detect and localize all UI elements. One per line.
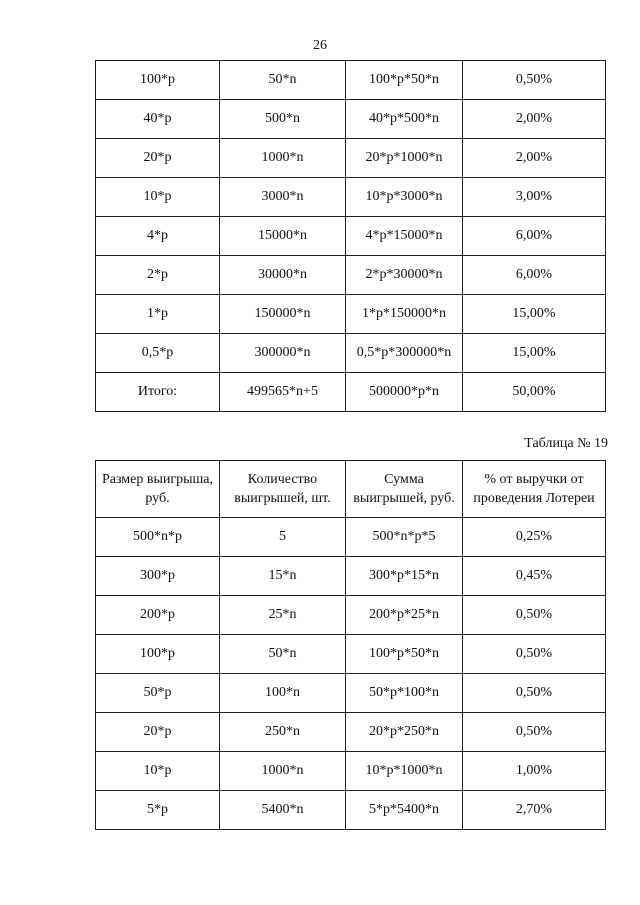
prize-count-cell: 500*n (220, 100, 346, 139)
prize-count-cell: 1000*n (220, 139, 346, 178)
prize-sum-cell: 2*р*30000*n (346, 256, 463, 295)
prize-count-cell: 499565*n+5 (220, 373, 346, 412)
prize-sum-cell: 20*р*250*n (346, 713, 463, 752)
table-row (96, 557, 606, 596)
prize-size-cell: 5*р (96, 791, 220, 830)
prize-sum-cell: 100*р*50*n (346, 61, 463, 100)
prize-count-cell: 15000*n (220, 217, 346, 256)
table-row (96, 139, 606, 178)
table-row (96, 373, 606, 412)
revenue-percent-cell: 1,00% (463, 752, 606, 791)
prize-sum-cell: 5*р*5400*n (346, 791, 463, 830)
revenue-percent-cell: 15,00% (463, 334, 606, 373)
prize-count-cell: 50*n (220, 61, 346, 100)
prize-sum-cell: 0,5*р*300000*n (346, 334, 463, 373)
table-row (96, 295, 606, 334)
prize-count-cell: 250*n (220, 713, 346, 752)
prize-sum-cell: 50*р*100*n (346, 674, 463, 713)
prize-size-cell: 20*р (96, 713, 220, 752)
prize-sum-cell: 500*n*р*5 (346, 518, 463, 557)
prize-count-cell: 5 (220, 518, 346, 557)
revenue-percent-cell: 0,50% (463, 674, 606, 713)
prize-size-cell: 500*n*р (96, 518, 220, 557)
prize-size-cell: 50*р (96, 674, 220, 713)
table-row (96, 635, 606, 674)
prize-sum-cell: 20*р*1000*n (346, 139, 463, 178)
table-row (96, 674, 606, 713)
prize-sum-cell: 40*р*500*n (346, 100, 463, 139)
prize-size-cell: 0,5*р (96, 334, 220, 373)
table-row (96, 256, 606, 295)
revenue-percent-cell: 0,50% (463, 713, 606, 752)
table-header-row (96, 461, 606, 518)
header-prize-sum: Сумма выигрышей, руб. (346, 461, 463, 518)
prize-size-cell: 300*р (96, 557, 220, 596)
table-caption: Таблица № 19 (524, 436, 608, 451)
prize-count-cell: 50*n (220, 635, 346, 674)
prize-size-cell: Итого: (96, 373, 220, 412)
table-row (96, 217, 606, 256)
revenue-percent-cell: 0,50% (463, 635, 606, 674)
prize-sum-cell: 200*р*25*n (346, 596, 463, 635)
table-row (96, 518, 606, 557)
revenue-percent-cell: 6,00% (463, 217, 606, 256)
table-row (96, 713, 606, 752)
prize-count-cell: 15*n (220, 557, 346, 596)
prize-count-cell: 1000*n (220, 752, 346, 791)
prize-table-continued-body (96, 61, 606, 412)
header-prize-size: Размер выигрыша, руб. (96, 461, 220, 518)
prize-table-19-body (96, 518, 606, 830)
prize-size-cell: 100*р (96, 635, 220, 674)
prize-sum-cell: 4*р*15000*n (346, 217, 463, 256)
prize-table-continued (95, 60, 606, 412)
prize-table-19 (95, 460, 606, 830)
prize-count-cell: 25*n (220, 596, 346, 635)
table-row (96, 791, 606, 830)
revenue-percent-cell: 2,70% (463, 791, 606, 830)
prize-count-cell: 300000*n (220, 334, 346, 373)
prize-count-cell: 150000*n (220, 295, 346, 334)
revenue-percent-cell: 0,50% (463, 61, 606, 100)
prize-sum-cell: 300*р*15*n (346, 557, 463, 596)
page-number: 26 (313, 38, 327, 53)
revenue-percent-cell: 50,00% (463, 373, 606, 412)
revenue-percent-cell: 15,00% (463, 295, 606, 334)
prize-sum-cell: 1*р*150000*n (346, 295, 463, 334)
header-prize-count: Количество выигрышей, шт. (220, 461, 346, 518)
revenue-percent-cell: 6,00% (463, 256, 606, 295)
prize-sum-cell: 100*р*50*n (346, 635, 463, 674)
table-row (96, 752, 606, 791)
prize-count-cell: 3000*n (220, 178, 346, 217)
prize-size-cell: 10*р (96, 752, 220, 791)
prize-sum-cell: 10*р*3000*n (346, 178, 463, 217)
revenue-percent-cell: 0,50% (463, 596, 606, 635)
prize-sum-cell: 10*р*1000*n (346, 752, 463, 791)
revenue-percent-cell: 0,25% (463, 518, 606, 557)
prize-count-cell: 30000*n (220, 256, 346, 295)
prize-size-cell: 10*р (96, 178, 220, 217)
revenue-percent-cell: 3,00% (463, 178, 606, 217)
revenue-percent-cell: 0,45% (463, 557, 606, 596)
prize-size-cell: 200*р (96, 596, 220, 635)
prize-size-cell: 20*р (96, 139, 220, 178)
prize-size-cell: 40*р (96, 100, 220, 139)
table-row (96, 178, 606, 217)
table-row (96, 596, 606, 635)
header-revenue-percent: % от выручки от проведения Лотереи (463, 461, 606, 518)
prize-size-cell: 1*р (96, 295, 220, 334)
revenue-percent-cell: 2,00% (463, 139, 606, 178)
prize-count-cell: 100*n (220, 674, 346, 713)
prize-size-cell: 4*р (96, 217, 220, 256)
table-row (96, 334, 606, 373)
prize-size-cell: 2*р (96, 256, 220, 295)
prize-size-cell: 100*р (96, 61, 220, 100)
prize-count-cell: 5400*n (220, 791, 346, 830)
revenue-percent-cell: 2,00% (463, 100, 606, 139)
table-row (96, 100, 606, 139)
prize-sum-cell: 500000*р*n (346, 373, 463, 412)
table-row (96, 61, 606, 100)
